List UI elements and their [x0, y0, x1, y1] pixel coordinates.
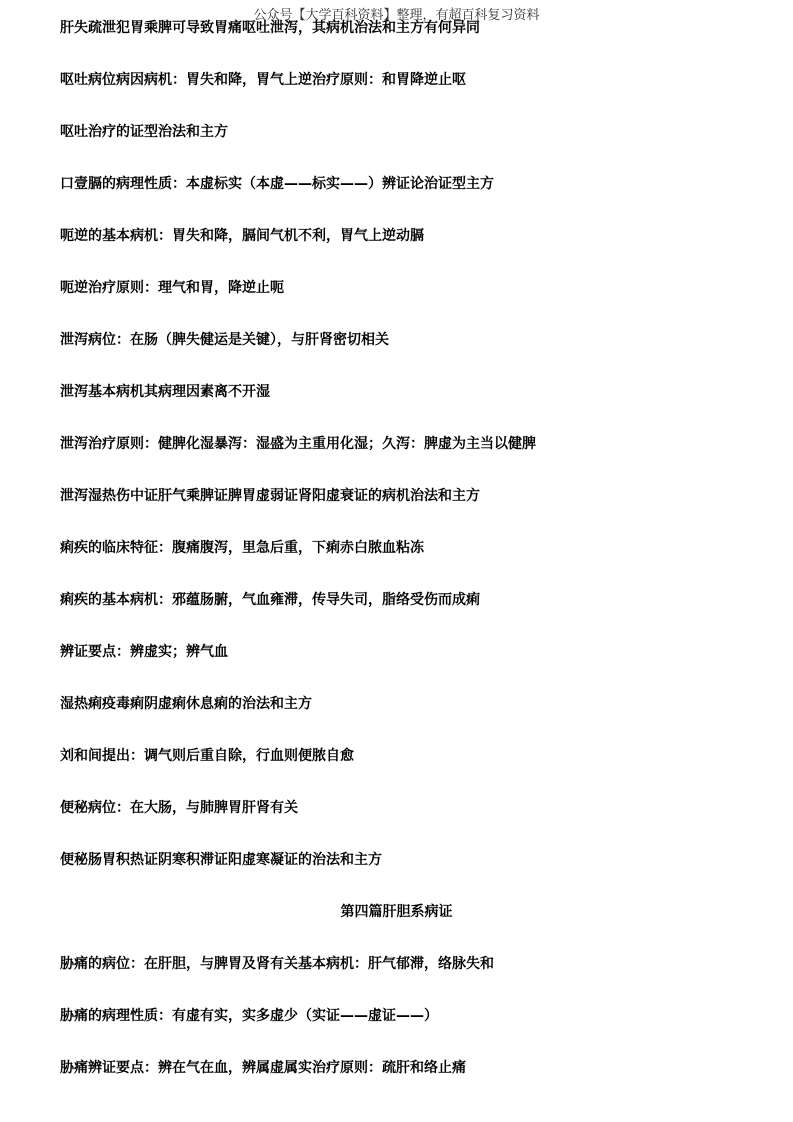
text-line: 泄泻湿热伤中证肝气乘脾证脾胃虚弱证肾阳虚衰证的病机治法和主方 — [60, 488, 480, 504]
text-line: 呕吐病位病因病机：胃失和降，胃气上逆治疗原则：和胃降逆止呕 — [60, 72, 466, 88]
text-line: 胁痛的病理性质：有虚有实，实多虚少（实证——虚证——） — [60, 1008, 438, 1024]
text-line: 呃逆治疗原则：理气和胃，降逆止呃 — [60, 280, 284, 296]
text-line: 湿热痢疫毒痢阴虚痢休息痢的治法和主方 — [60, 696, 312, 712]
text-line: 胁痛辨证要点：辨在气在血，辨属虚属实治疗原则：疏肝和络止痛 — [60, 1060, 466, 1076]
text-line: 痢疾的临床特征：腹痛腹泻，里急后重，下痢赤白脓血粘冻 — [60, 540, 424, 556]
text-line: 肝失疏泄犯胃乘脾可导致胃痛呕吐泄泻，其病机治法和主方有何异同 — [60, 20, 480, 36]
text-line: 呕吐治疗的证型治法和主方 — [60, 124, 228, 140]
text-line: 痢疾的基本病机：邪蕴肠腑，气血雍滞，传导失司，脂络受伤而成痢 — [60, 592, 480, 608]
text-line: 泄泻治疗原则：健脾化湿暴泻：湿盛为主重用化湿；久泻：脾虚为主当以健脾 — [60, 436, 536, 452]
header-watermark: 公众号【大学百科资料】整理，有超百科复习资料 — [253, 8, 540, 23]
text-line: 泄泻基本病机其病理因素离不开湿 — [60, 384, 270, 400]
text-line: 呃逆的基本病机：胃失和降，膈间气机不利，胃气上逆动膈 — [60, 228, 424, 244]
text-line: 便秘病位：在大肠，与肺脾胃肝肾有关 — [60, 800, 298, 816]
text-line: 便秘肠胃积热证阴寒积滞证阳虚寒凝证的治法和主方 — [60, 852, 382, 868]
text-line: 胁痛的病位：在肝胆，与脾胃及肾有关基本病机：肝气郁滞，络脉失和 — [60, 956, 494, 972]
text-line: 辨证要点：辨虚实；辨气血 — [60, 644, 228, 660]
text-line: 口壹膈的病理性质：本虚标实（本虚——标实——）辨证论治证型主方 — [60, 176, 494, 192]
text-line: 泄泻病位：在肠（脾失健运是关键），与肝肾密切相关 — [60, 332, 389, 348]
text-line: 刘和间提出：调气则后重自除，行血则便脓自愈 — [60, 748, 354, 764]
section-heading: 第四篇肝胆系病证 — [340, 904, 453, 920]
